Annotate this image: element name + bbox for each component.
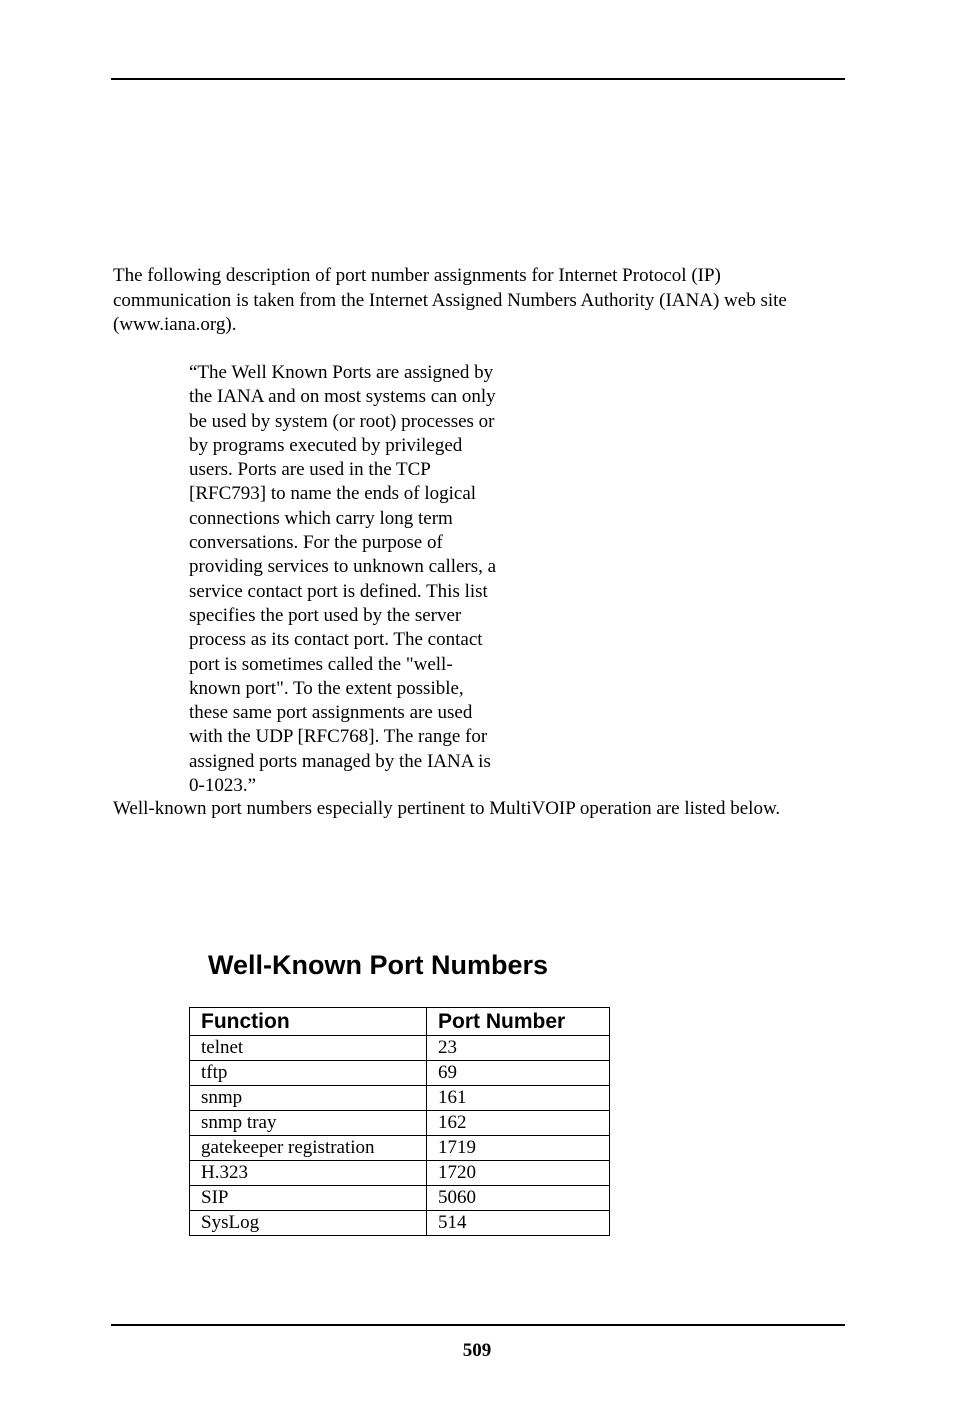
function-cell: tftp: [190, 1061, 427, 1086]
function-cell: SIP: [190, 1186, 427, 1211]
quote-line: with the UDP [RFC768]. The range for: [189, 726, 488, 748]
quote-line: specifies the port used by the server: [189, 604, 462, 626]
quote-line: port is sometimes called the "well-: [189, 653, 453, 675]
column-header-function: Function: [190, 1008, 427, 1036]
quote-line: assigned ports managed by the IANA is: [189, 750, 491, 772]
quote-line: process as its contact port. The contact: [189, 629, 483, 651]
port-cell: 514: [427, 1211, 610, 1236]
function-cell: telnet: [190, 1036, 427, 1061]
quote-line: “The Well Known Ports are assigned by: [189, 362, 494, 383]
table-row: [190, 1211, 610, 1236]
column-header-port-number: Port Number: [427, 1008, 610, 1036]
table-row: [190, 1111, 610, 1136]
table-row: [190, 1086, 610, 1111]
table-row: [190, 1136, 610, 1161]
port-cell: 5060: [427, 1186, 610, 1211]
function-cell: snmp tray: [190, 1111, 427, 1136]
table-row: [190, 1186, 610, 1211]
port-cell: 23: [427, 1036, 610, 1061]
table-row: [190, 1061, 610, 1086]
quote-line: providing services to unknown callers, a: [189, 556, 497, 578]
quote-line: be used by system (or root) processes or: [189, 410, 495, 432]
quote-line: the IANA and on most systems can only: [189, 386, 496, 408]
port-cell: 1719: [427, 1136, 610, 1161]
quote-line: by programs executed by privileged: [189, 434, 463, 456]
port-cell: 161: [427, 1086, 610, 1111]
quote-line: service contact port is defined. This list: [189, 580, 488, 602]
quote-line: users. Ports are used in the TCP: [189, 459, 431, 481]
port-cell: 162: [427, 1111, 610, 1136]
function-cell: H.323: [190, 1161, 427, 1186]
function-cell: gatekeeper registration: [190, 1136, 427, 1161]
table-row: [190, 1036, 610, 1061]
footer-rule: [111, 1324, 845, 1326]
quote-line: conversations. For the purpose of: [189, 532, 443, 554]
table-header-row: [190, 1008, 610, 1036]
function-cell: snmp: [190, 1086, 427, 1111]
port-numbers-table: [189, 1007, 610, 1236]
quote-line: 0-1023.”: [189, 775, 257, 797]
iana-quote: [189, 361, 539, 798]
intro-paragraph: The following description of port number assignments for Internet Protocol (IP) communication is taken from the Internet Assigned Numbers Authority (IANA) web site (www.iana.org).: [113, 265, 787, 335]
quote-line: known port". To the extent possible,: [189, 677, 464, 699]
table-title: Well-Known Port Numbers: [208, 950, 549, 980]
quote-line: connections which carry long term: [189, 507, 453, 529]
page-number: 509: [462, 1340, 492, 1361]
header-rule: [111, 78, 845, 80]
quote-line: these same port assignments are used: [189, 702, 473, 724]
table-row: [190, 1161, 610, 1186]
pertinent-ports-paragraph: Well-known port numbers especially pertinent to MultiVOIP operation are listed below.: [113, 798, 781, 819]
port-cell: 1720: [427, 1161, 610, 1186]
quote-line: [RFC793] to name the ends of logical: [189, 483, 477, 505]
port-cell: 69: [427, 1061, 610, 1086]
function-cell: SysLog: [190, 1211, 427, 1236]
